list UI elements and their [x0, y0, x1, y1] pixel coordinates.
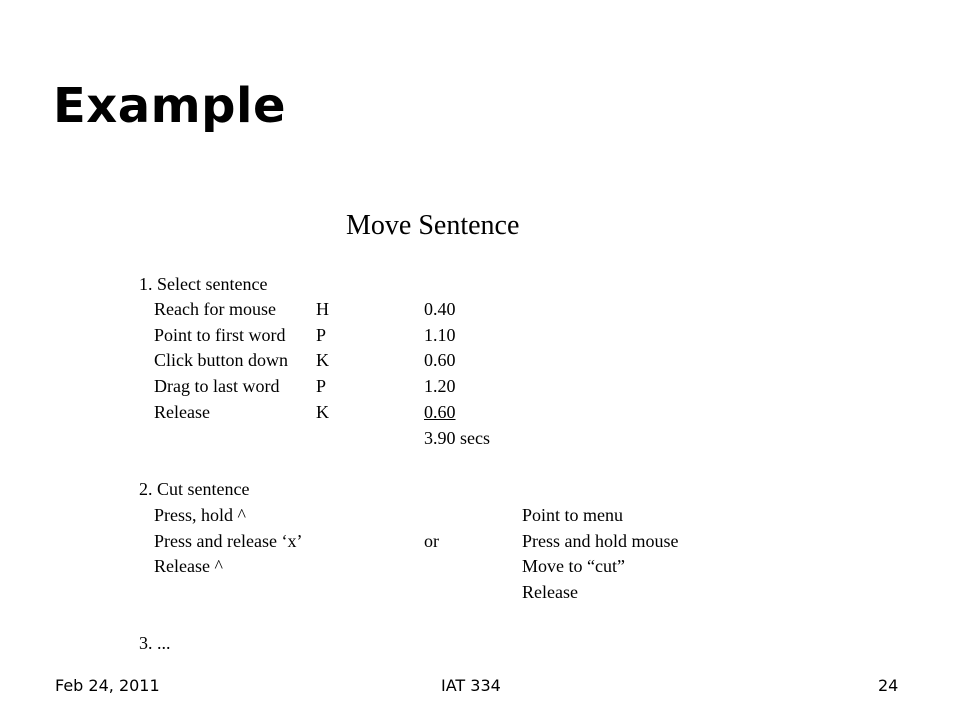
- section-heading-cut-sentence: 2. Cut sentence: [139, 479, 250, 499]
- cut-step-right: Move to “cut”: [522, 556, 625, 576]
- time-value: 1.20: [424, 376, 456, 396]
- operator-code: K: [316, 402, 329, 422]
- operator-code: P: [316, 376, 327, 396]
- step-label: Point to first word: [154, 325, 286, 345]
- section-heading-select-sentence: 1. Select sentence: [139, 274, 268, 294]
- or-separator: or: [424, 531, 439, 551]
- total-time: 3.90 secs: [424, 428, 490, 448]
- slide-title: Example: [53, 78, 287, 134]
- cut-step-right: Press and hold mouse: [522, 531, 679, 551]
- slide-number: 24: [878, 676, 899, 695]
- time-value: 1.10: [424, 325, 456, 345]
- operator-code: K: [316, 350, 329, 370]
- step-label: Reach for mouse: [154, 299, 276, 319]
- step-label: Release: [154, 402, 210, 422]
- step-label: Click button down: [154, 350, 288, 370]
- footer-date: Feb 24, 2011: [55, 676, 160, 695]
- cut-step-left: Release ^: [154, 556, 223, 576]
- cut-step-left: Press and release ‘x’: [154, 531, 303, 551]
- step-label: Drag to last word: [154, 376, 280, 396]
- slide-subtitle: Move Sentence: [346, 210, 520, 241]
- operator-code: P: [316, 325, 327, 345]
- time-value: 0.40: [424, 299, 456, 319]
- time-value: 0.60: [424, 402, 456, 422]
- operator-code: H: [316, 299, 329, 319]
- time-value: 0.60: [424, 350, 456, 370]
- cut-step-right: Release: [522, 582, 578, 602]
- cut-step-left: Press, hold ^: [154, 505, 246, 525]
- section-heading-ellipsis: 3. ...: [139, 633, 171, 653]
- cut-step-right: Point to menu: [522, 505, 624, 525]
- footer-course: IAT 334: [441, 676, 501, 695]
